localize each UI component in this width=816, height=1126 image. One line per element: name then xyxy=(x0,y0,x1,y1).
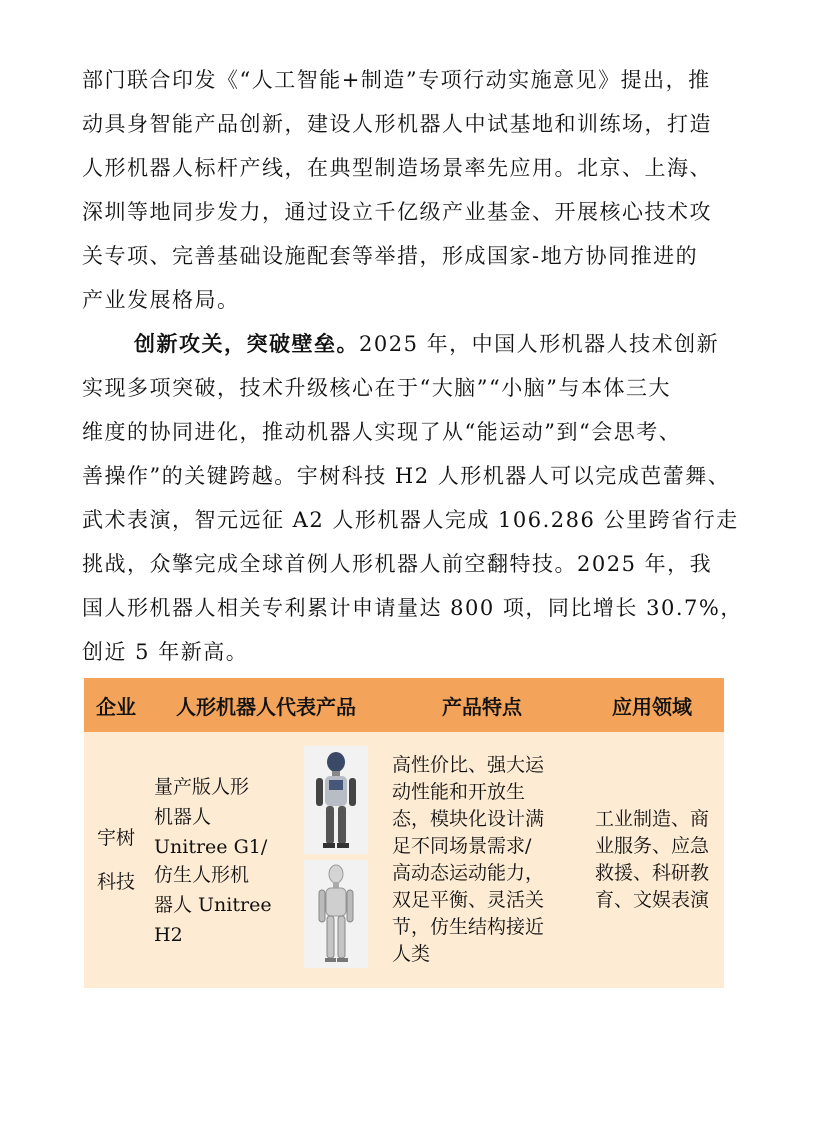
header-applications: 应用领域 xyxy=(580,678,724,732)
enterprise-line: 宇树 xyxy=(96,827,135,849)
text-line: 挑战，众擎完成全球首例人形机器人前空翻特技。2025 年，我 xyxy=(82,552,713,576)
text-fragment: 2025 年，中国人形机器人技术创新 xyxy=(359,332,720,356)
feature-line: 高性价比、强大运 xyxy=(392,754,545,776)
cell-enterprise xyxy=(84,732,148,988)
feature-line: 双足平衡、灵活关 xyxy=(392,889,545,911)
cell-applications xyxy=(580,732,724,988)
paragraph-1 xyxy=(82,58,732,322)
section-heading: 创新攻关，突破壁垒。 xyxy=(134,331,359,356)
product-table xyxy=(84,678,724,988)
product-2-line: H2 xyxy=(154,924,183,946)
feature-line: 动性能和开放生 xyxy=(392,781,526,803)
feature-line: 高动态运动能力， xyxy=(392,862,545,884)
header-product: 人形机器人代表产品 xyxy=(148,678,384,732)
text-line: 关专项、完善基础设施配套等举措，形成国家-地方协同推进的 xyxy=(82,244,699,268)
text-line: 人形机器人标杆产线，在典型制造场景率先应用。北京、上海、 xyxy=(82,156,712,180)
text-line: 动具身智能产品创新，建设人形机器人中试基地和训练场，打造 xyxy=(82,112,712,136)
table-row xyxy=(84,732,724,988)
application-line: 救援、科研教 xyxy=(594,862,709,884)
product-1-line: Unitree G1/ xyxy=(154,836,268,858)
product-1-line: 机器人 xyxy=(154,806,212,828)
header-features: 产品特点 xyxy=(384,678,580,732)
robot-h2-image xyxy=(304,860,368,968)
application-line: 业服务、应急 xyxy=(594,835,709,857)
cell-product xyxy=(148,732,384,988)
product-2-line: 仿生人形机 xyxy=(154,864,250,886)
table-header-row xyxy=(84,678,724,732)
text-line: 维度的协同进化，推动机器人实现了从“能运动”到“会思考、 xyxy=(82,420,682,444)
application-line: 工业制造、商 xyxy=(594,808,709,830)
text-line: 部门联合印发《“人工智能+制造”专项行动实施意见》提出，推 xyxy=(82,68,711,92)
text-line: 实现多项突破，技术升级核心在于“大脑”“小脑”与本体三大 xyxy=(82,376,671,400)
text-line: 深圳等地同步发力，通过设立千亿级产业基金、开展核心技术攻 xyxy=(82,200,712,224)
text-line: 创近 5 年新高。 xyxy=(82,640,249,664)
robot-g1-image xyxy=(304,746,368,854)
feature-line: 节，仿生结构接近 xyxy=(392,916,545,938)
text-line xyxy=(82,322,732,366)
product-2 xyxy=(154,860,284,950)
feature-line: 人类 xyxy=(392,943,431,965)
text-line: 产业发展格局。 xyxy=(82,288,240,312)
text-line: 善操作”的关键跨越。宇树科技 H2 人形机器人可以完成芭蕾舞、 xyxy=(82,464,731,488)
feature-line: 足不同场景需求/ xyxy=(392,835,532,857)
cell-features xyxy=(384,732,580,988)
application-line: 育、文娱表演 xyxy=(594,889,709,911)
header-enterprise: 企业 xyxy=(84,678,148,732)
product-2-line: 器人 Unitree xyxy=(154,894,272,916)
text-line: 国人形机器人相关专利累计申请量达 800 项，同比增长 30.7%， xyxy=(82,596,743,620)
product-1-line: 量产版人形 xyxy=(154,776,250,798)
text-line: 武术表演，智元远征 A2 人形机器人完成 106.286 公里跨省行走 xyxy=(82,508,739,532)
paragraph-2 xyxy=(82,322,743,674)
enterprise-line: 科技 xyxy=(96,871,135,893)
product-1 xyxy=(154,772,284,862)
feature-line: 态，模块化设计满 xyxy=(392,808,545,830)
